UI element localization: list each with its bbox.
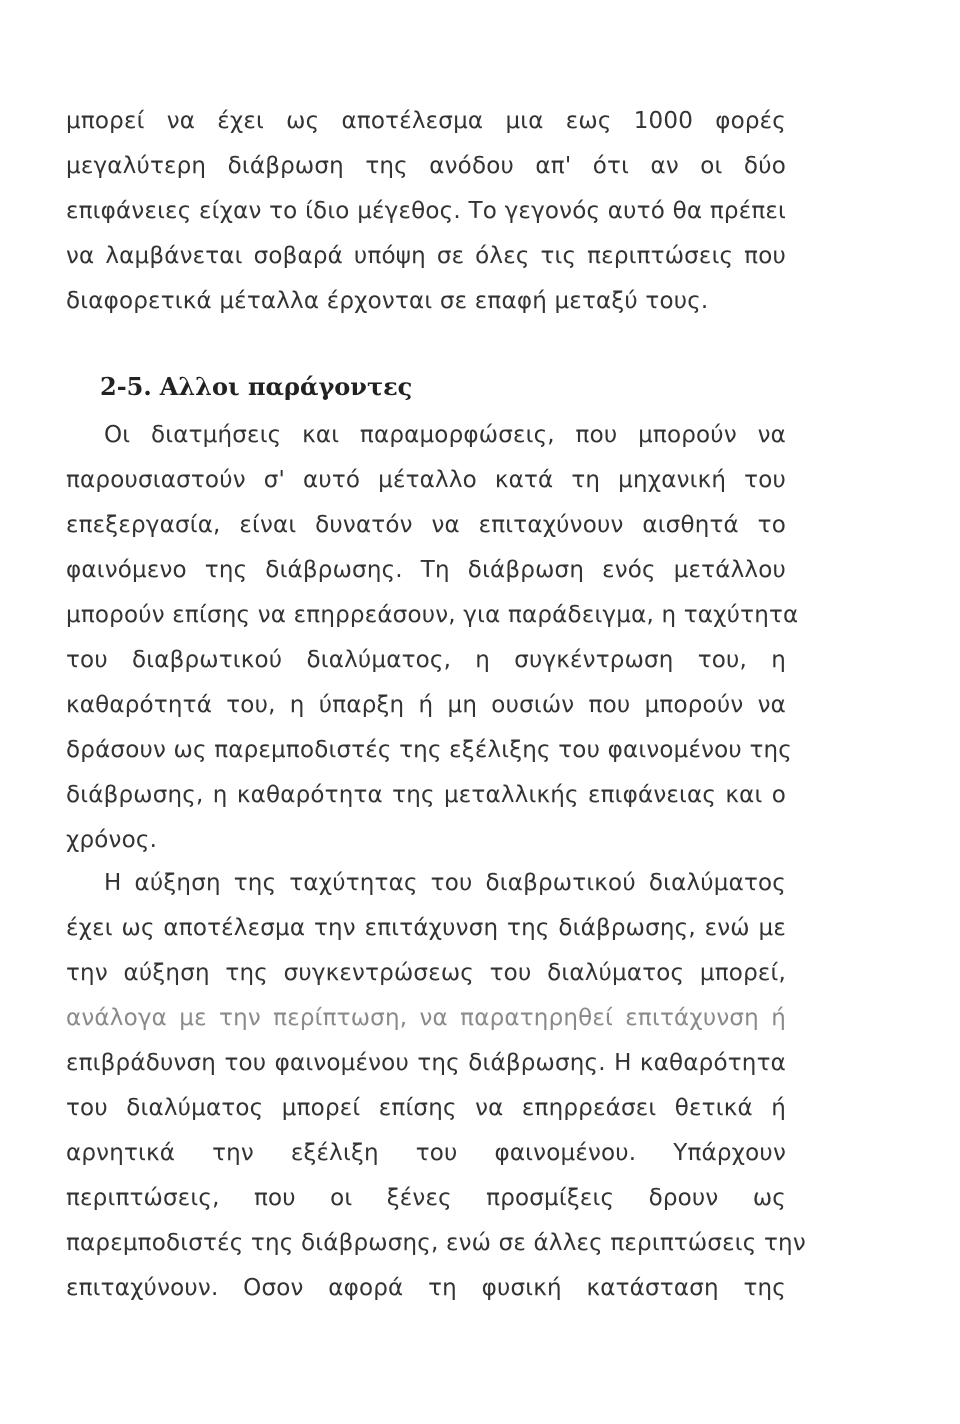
text-line: παρεμποδιστές της διάβρωσης, ενώ σε άλλες περιπτώσεις την — [66, 1230, 806, 1256]
text-line: μπορούν επίσης να επηρρεάσουν, για παράδειγμα, η ταχύτητα — [66, 602, 799, 628]
section-number: 2-5. — [100, 372, 152, 401]
text-line: καθαρότητά του, η ύπαρξη ή μη ουσιών που μπορούν να — [66, 692, 786, 718]
text-line: επιφάνειες είχαν το ίδιο μέγεθος. Το γεγονός αυτό θα πρέπει — [66, 198, 786, 224]
text-line: επιταχύνουν. Οσον αφορά τη φυσική κατάσταση της — [66, 1275, 786, 1301]
text-line: έχει ως αποτέλεσμα την επιτάχυνση της διάβρωσης, ενώ με — [66, 915, 786, 941]
text-line: να λαμβάνεται σοβαρά υπόψη σε όλες τις περιπτώσεις που — [66, 243, 786, 269]
text-line: αρνητικά την εξέλιξη του φαινομένου. Υπάρχουν — [66, 1140, 786, 1166]
text-line: του διαλύματος μπορεί επίσης να επηρρεάσει θετικά ή — [66, 1095, 786, 1121]
text-line: χρόνος. — [66, 827, 158, 853]
section-heading — [100, 372, 412, 402]
text-line: φαινόμενο της διάβρωσης. Τη διάβρωση ενός μετάλλου — [66, 557, 786, 583]
text-line: δράσουν ως παρεμποδιστές της εξέλιξης του φαινομένου της — [66, 737, 792, 763]
text-line: διάβρωσης, η καθαρότητα της μεταλλικής επιφάνειας και ο — [66, 782, 786, 808]
text-line: περιπτώσεις, που οι ξένες προσμίξεις δρουν ως — [66, 1185, 786, 1211]
text-line: ανάλογα με την περίπτωση, να παρατηρηθεί επιτάχυνση ή — [66, 1005, 786, 1031]
text-line: μπορεί να έχει ως αποτέλεσμα μια εως 1000 φορές — [66, 108, 786, 134]
section-title: Αλλοι παράγοντες — [159, 372, 413, 401]
text-line: επιβράδυνση του φαινομένου της διάβρωσης. Η καθαρότητα — [66, 1050, 786, 1076]
text-line: διαφορετικά μέταλλα έρχονται σε επαφή μεταξύ τους. — [66, 288, 709, 314]
text-line: μεγαλύτερη διάβρωση της ανόδου απ' ότι αν οι δύο — [66, 153, 786, 179]
text-line: Οι διατμήσεις και παραμορφώσεις, που μπορούν να — [104, 422, 786, 448]
text-line: επεξεργασία, είναι δυνατόν να επιταχύνουν αισθητά το — [66, 512, 786, 538]
text-line: του διαβρωτικού διαλύματος, η συγκέντρωση του, η — [66, 647, 786, 673]
text-line: παρουσιαστούν σ' αυτό μέταλλο κατά τη μηχανική του — [66, 467, 786, 493]
text-line: την αύξηση της συγκεντρώσεως του διαλύματος μπορεί, — [66, 960, 786, 986]
text-line: Η αύξηση της ταχύτητας του διαβρωτικού διαλύματος — [104, 870, 786, 896]
